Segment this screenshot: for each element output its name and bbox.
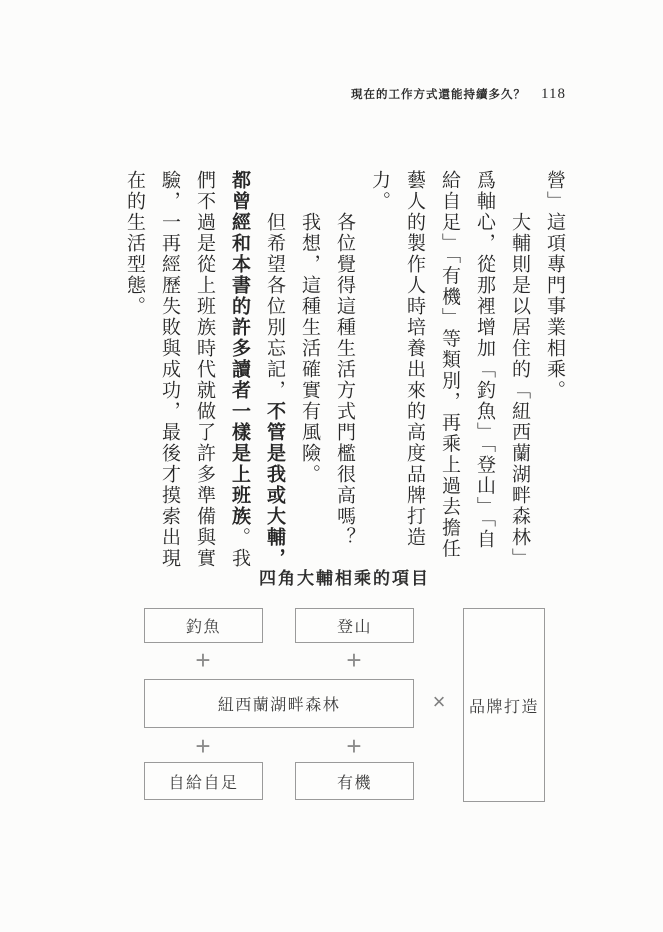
diagram-box-forest: 紐西蘭湖畔森林 (144, 679, 414, 728)
diagram-box-fishing: 釣魚 (144, 608, 263, 643)
text-run: 但希望各位別忘記， (264, 212, 285, 401)
plus-icon: + (346, 644, 362, 675)
text-column: 藝人的製作人時培養出來的高度品牌打造 (404, 170, 425, 548)
text-run-bold: 都曾經和本書的許多讀者一樣是上班族 (229, 170, 250, 527)
text-column: 們不過是從上班族時代就做了許多準備與實 (194, 170, 215, 569)
plus-icon: + (195, 730, 211, 761)
text-column: 力。 (369, 170, 390, 212)
page-number: 118 (541, 86, 566, 102)
text-column: 大輔則是以居住的「紐西蘭湖畔森林」 (509, 212, 530, 569)
text-column: 我想，這種生活確實有風險。 (299, 212, 320, 485)
text-column (257, 170, 292, 580)
text-column: 驗，一再經歷失敗與成功，最後才摸索出現 (159, 170, 180, 569)
diagram-title: 四角大輔相乘的項目 (259, 569, 430, 588)
text-run-bold: 不管是我或大輔， (264, 401, 285, 569)
diagram-box-self-sufficiency: 自給自足 (144, 762, 263, 800)
running-header (351, 86, 566, 103)
multiply-diagram (117, 558, 563, 828)
diagram-box-organic: 有機 (295, 762, 414, 800)
body-text (116, 170, 572, 580)
plus-icon: + (195, 644, 211, 675)
diagram-box-branding: 品牌打造 (463, 608, 545, 802)
text-column: 給自足」「有機」等類別，再乘上過去擔任 (439, 170, 460, 560)
text-column (222, 170, 257, 580)
text-column: 在的生活型態。 (124, 170, 145, 317)
multiply-icon: × (432, 689, 446, 714)
plus-icon: + (346, 730, 362, 761)
text-column: 各位覺得這種生活方式門檻很高嗎？ (334, 212, 355, 548)
text-run: 。我 (229, 527, 250, 569)
running-title: 現在的工作方式還能持續多久？ (351, 89, 527, 101)
diagram-box-mountain: 登山 (295, 608, 414, 643)
text-column: 營」這項專門事業相乘。 (544, 170, 565, 401)
text-column: 爲軸心，從那裡增加「釣魚」「登山」「自 (474, 170, 495, 550)
